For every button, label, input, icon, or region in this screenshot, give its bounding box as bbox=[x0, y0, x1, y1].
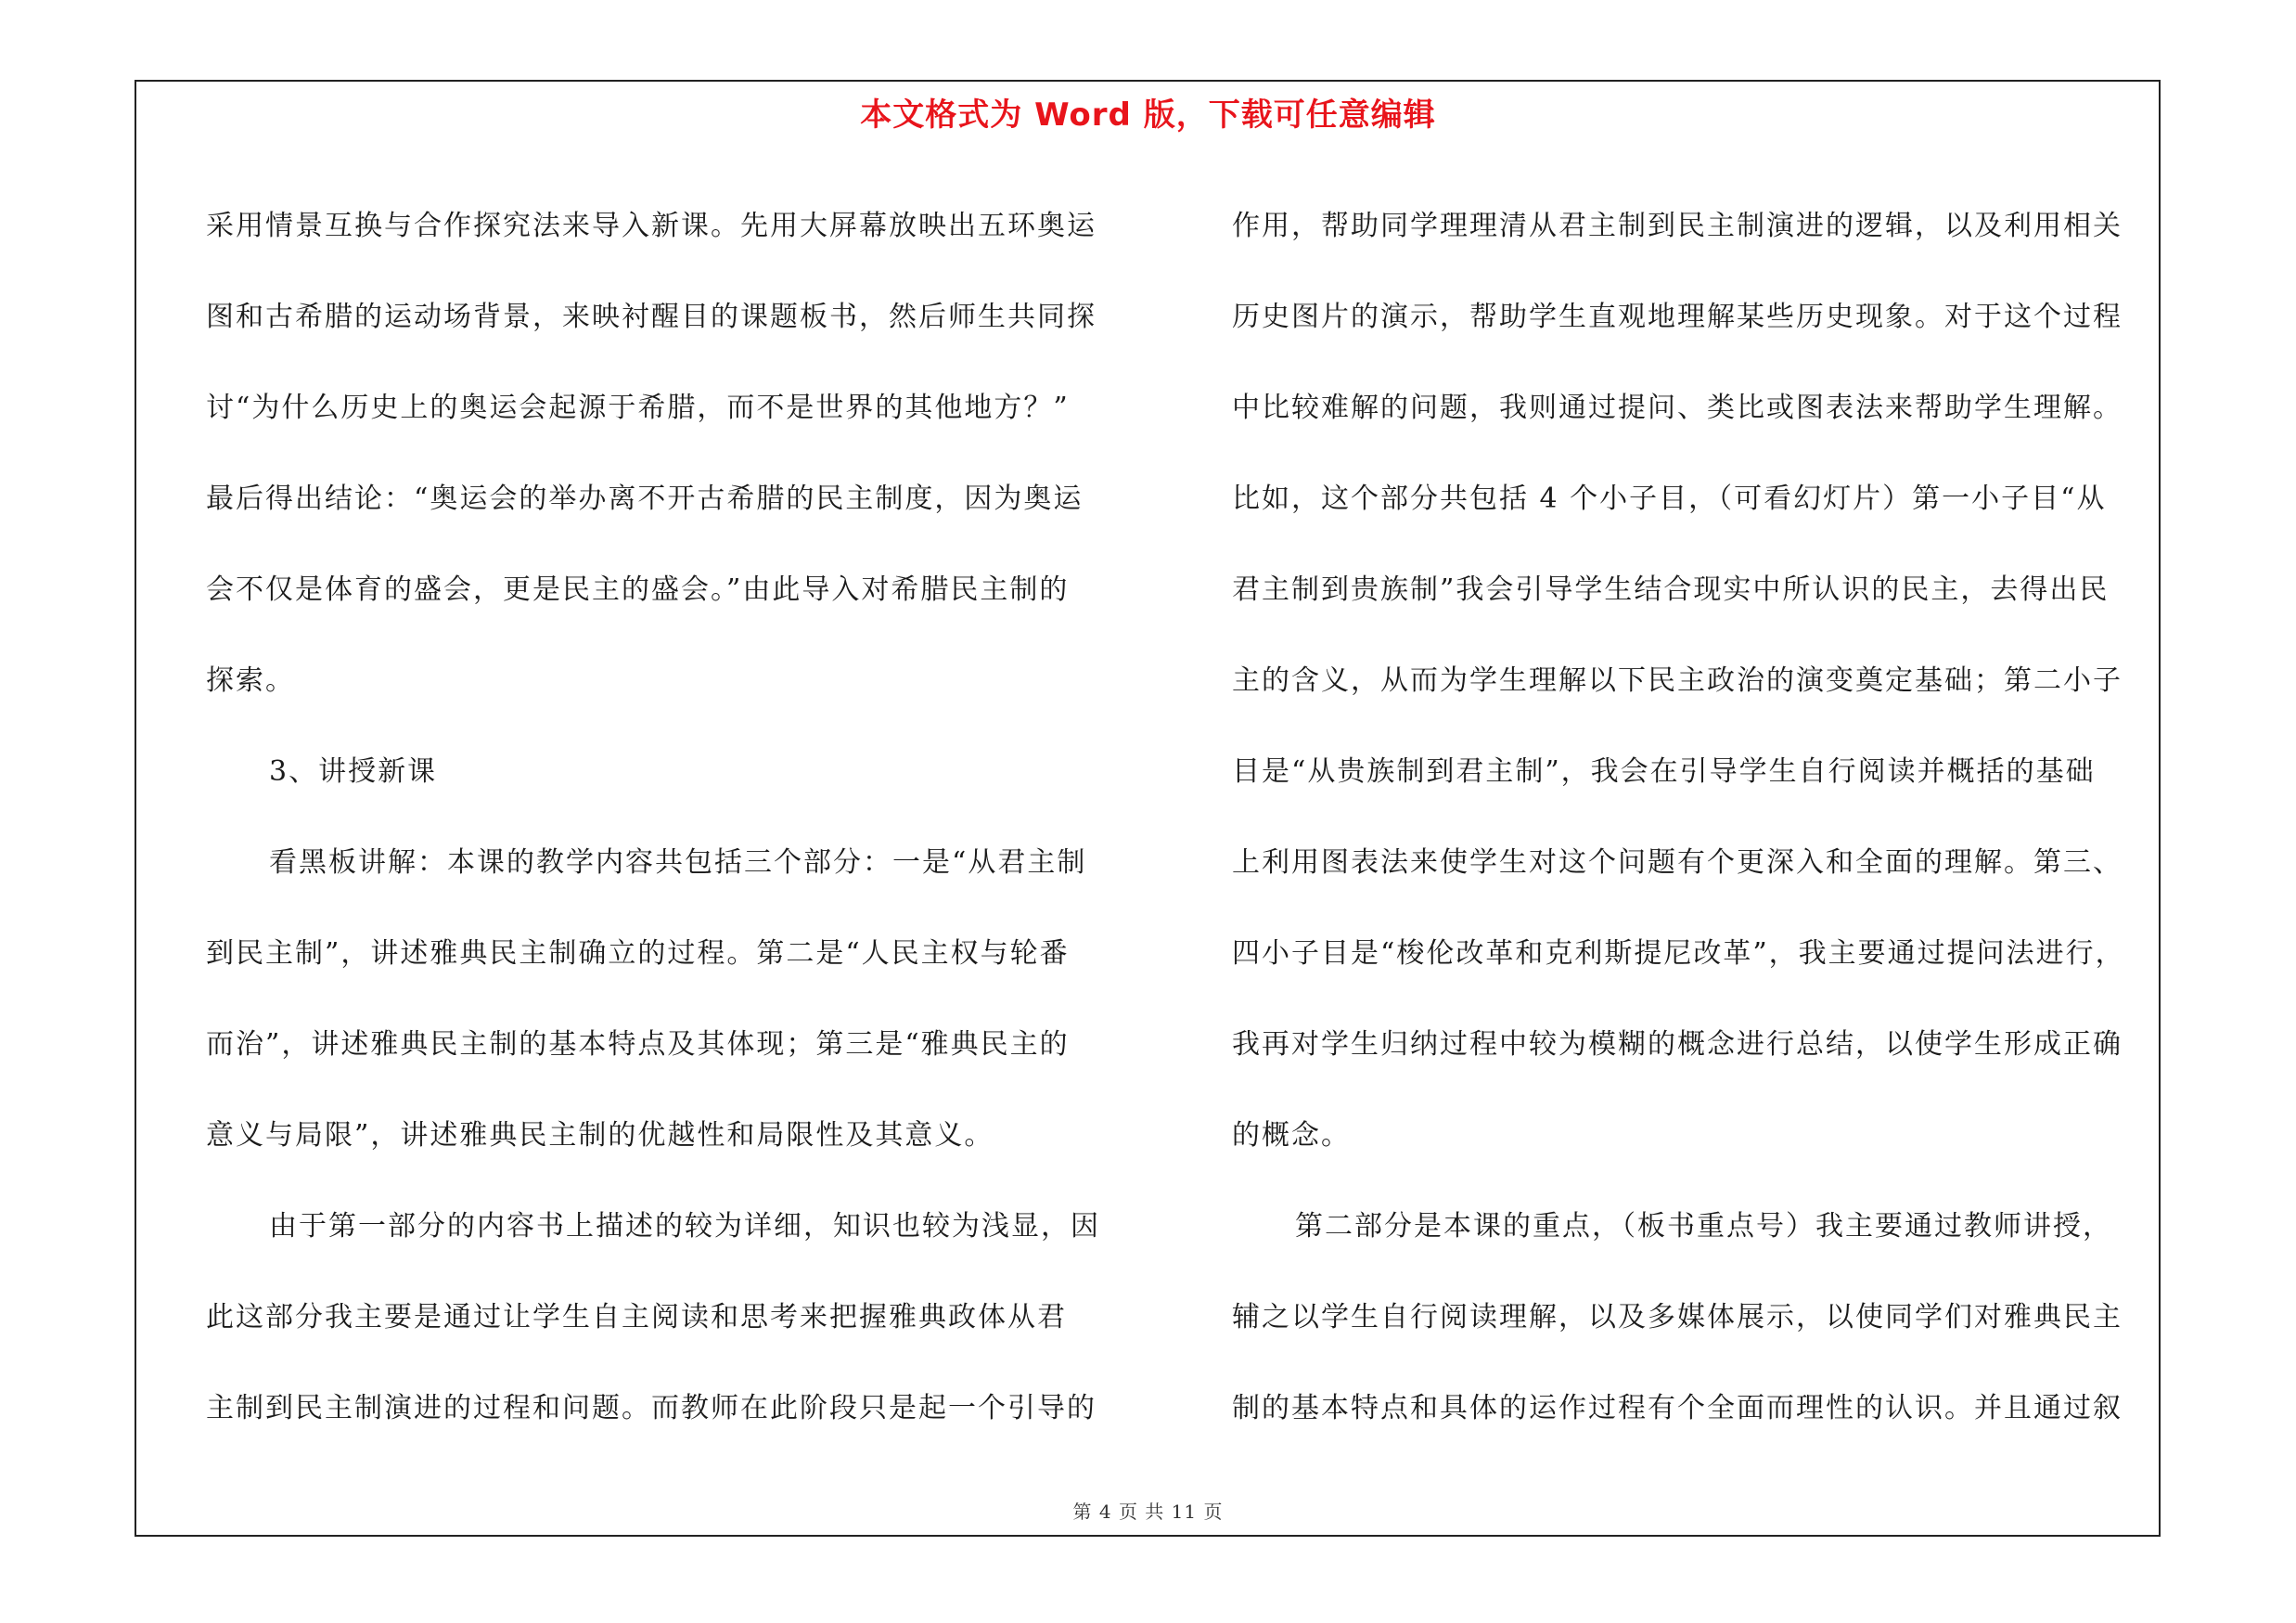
page-number: 第 4 页 共 11 页 bbox=[1072, 1501, 1224, 1523]
left-line: 主制到民主制演进的过程和问题。而教师在此阶段只是起一个引导的 bbox=[206, 1392, 1097, 1424]
right-line: 上利用图表法来使学生对这个问题有个更深入和全面的理解。第三、 bbox=[1232, 846, 2123, 879]
right-line: 君主制到贵族制”我会引导学生结合现实中所认识的民主，去得出民 bbox=[1232, 573, 2110, 606]
right-line: 辅之以学生自行阅读理解，以及多媒体展示，以使同学们对雅典民主 bbox=[1232, 1301, 2123, 1333]
right-column bbox=[1232, 181, 2174, 1454]
left-line: 意义与局限”，讲述雅典民主制的优越性和局限性及其意义。 bbox=[206, 1119, 994, 1152]
right-line: 中比较难解的问题，我则通过提问、类比或图表法来帮助学生理解。 bbox=[1232, 392, 2123, 424]
left-line: 最后得出结论：“奥运会的举办离不开古希腊的民主制度，因为奥运 bbox=[206, 483, 1084, 515]
section-heading: 3、讲授新课 bbox=[269, 755, 438, 788]
right-line: 比如，这个部分共包括 4 个小子目，（可看幻灯片）第一小子目“从 bbox=[1232, 483, 2107, 515]
left-line: 此这部分我主要是通过让学生自主阅读和思考来把握雅典政体从君 bbox=[206, 1301, 1067, 1333]
left-line: 到民主制”，讲述雅典民主制确立的过程。第二是“人民主权与轮番 bbox=[206, 937, 1070, 970]
right-line: 目是“从贵族制到君主制”，我会在引导学生自行阅读并概括的基础 bbox=[1232, 755, 2096, 788]
right-line: 的概念。 bbox=[1232, 1119, 1351, 1152]
left-line: 会不仅是体育的盛会，更是民主的盛会。”由此导入对希腊民主制的 bbox=[206, 573, 1070, 606]
left-line: 探索。 bbox=[206, 664, 295, 697]
left-line: 由于第一部分的内容书上描述的较为详细，知识也较为浅显，因 bbox=[269, 1210, 1100, 1243]
right-line: 四小子目是“梭伦改革和克利斯提尼改革”，我主要通过提问法进行， bbox=[1232, 937, 2125, 970]
right-line: 历史图片的演示，帮助学生直观地理解某些历史现象。对于这个过程 bbox=[1232, 301, 2123, 333]
left-line: 而治”，讲述雅典民主制的基本特点及其体现；第三是“雅典民主的 bbox=[206, 1028, 1070, 1061]
left-line: 看黑板讲解：本课的教学内容共包括三个部分：一是“从君主制 bbox=[269, 846, 1087, 879]
right-line: 作用，帮助同学理理清从君主制到民主制演进的逻辑，以及利用相关 bbox=[1232, 210, 2123, 242]
left-line: 图和古希腊的运动场背景，来映衬醒目的课题板书，然后师生共同探 bbox=[206, 301, 1097, 333]
left-line: 讨“为什么历史上的奥运会起源于希腊，而不是世界的其他地方？” bbox=[206, 392, 1070, 424]
left-column bbox=[206, 181, 1134, 1454]
right-line: 第二部分是本课的重点，（板书重点号）我主要通过教师讲授， bbox=[1295, 1210, 2112, 1243]
right-line: 制的基本特点和具体的运作过程有个全面而理性的认识。并且通过叙 bbox=[1232, 1392, 2123, 1424]
right-line: 我再对学生归纳过程中较为模糊的概念进行总结，以使学生形成正确 bbox=[1232, 1028, 2123, 1061]
left-line: 采用情景互换与合作探究法来导入新课。先用大屏幕放映出五环奥运 bbox=[206, 210, 1097, 242]
right-line: 主的含义，从而为学生理解以下民主政治的演变奠定基础；第二小子 bbox=[1232, 664, 2123, 697]
header-banner: 本文格式为 Word 版，下载可任意编辑 bbox=[860, 97, 1436, 134]
